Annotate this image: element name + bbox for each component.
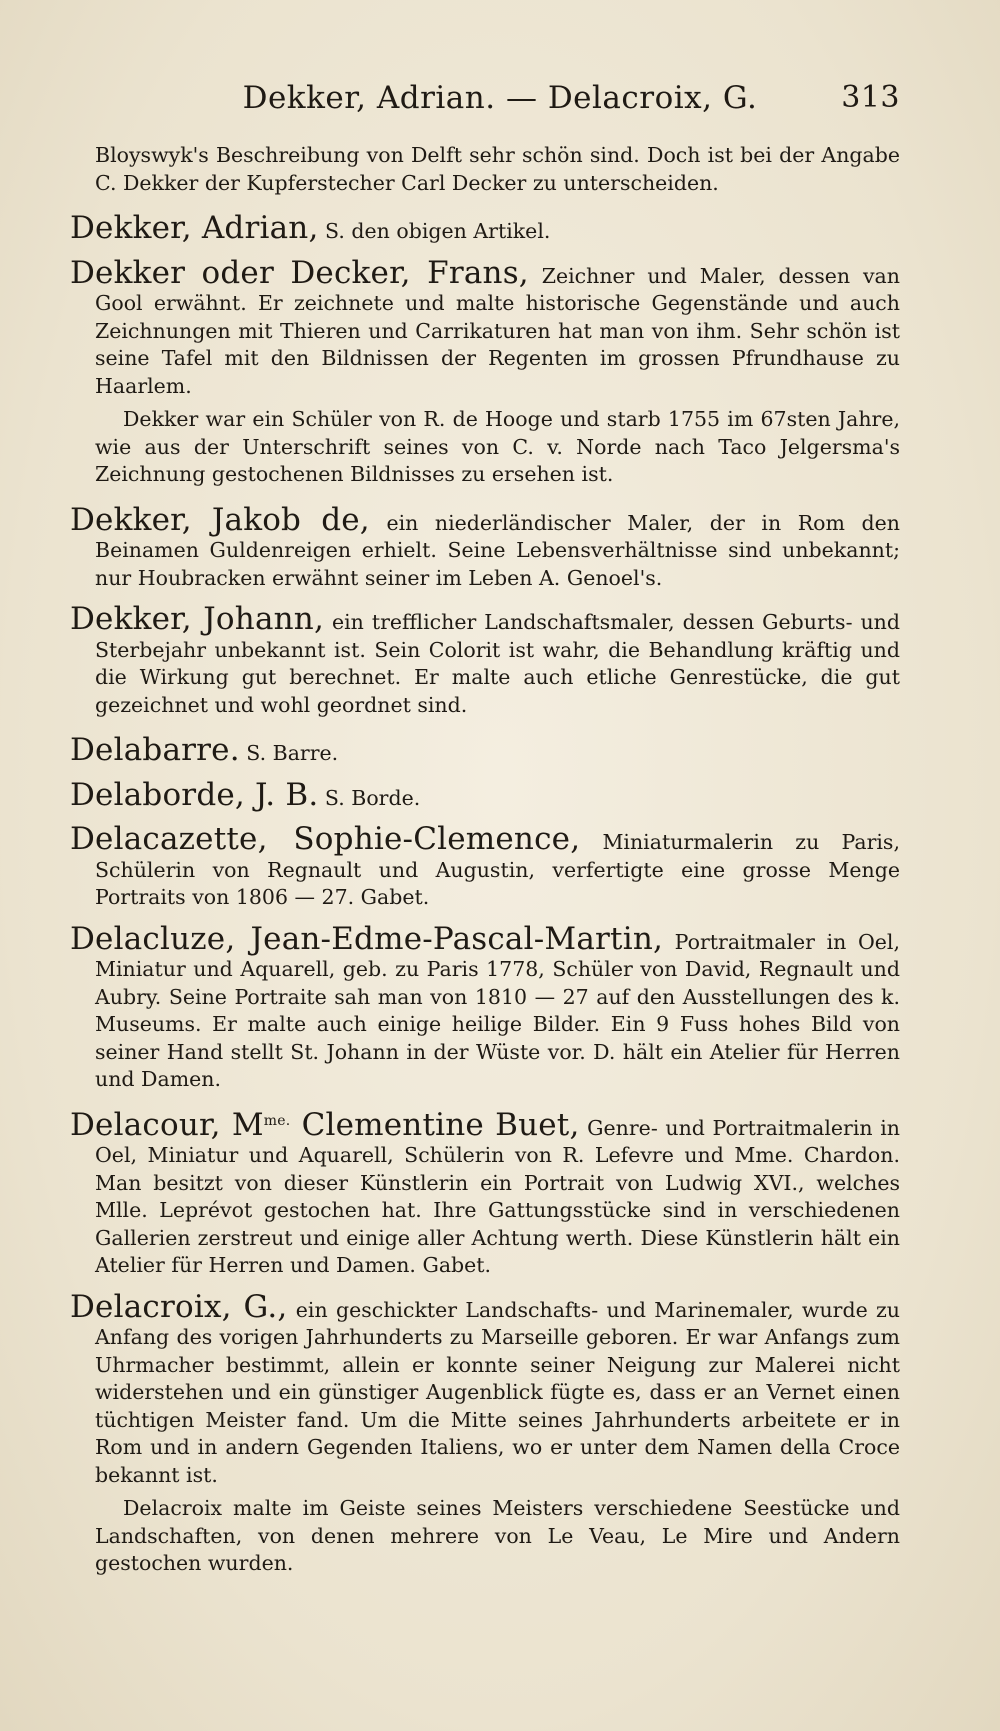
entry-text: Portraitmaler in Oel, Miniatur und Aquarell, geb. zu Paris 1778, Schüler von David, Regnault und Aubry. Seine Portraite sah man von 1810 — 27 auf den Ausstellungen des k. Museums. Er malte auch einige heilige Bilder. Ein 9 Fuss hohes Bild von seiner Hand stellt St. Johann in der Wüste vor. D. hält ein Atelier für Herren und Damen. (95, 929, 900, 1091)
entry-subparagraph: Delacroix malte im Geiste seines Meisters verschiedene Seestücke und Landschaften, von denen mehrere von Le Veau, Le Mire und Andern gestochen wurden. (95, 1496, 900, 1575)
entry-delacazette (70, 821, 900, 912)
entry-subparagraph: Dekker war ein Schüler von R. de Hooge und starb 1755 im 67sten Jahre, wie aus der Unterschrift seines von C. v. Norde nach Taco Jelgersma's Zeichnung gestochenen Bildnisses zu ersehen ist. (95, 407, 900, 486)
entry-text: Genre- und Portraitmalerin in Oel, Miniatur und Aquarell, Schülerin von R. Lefevre und Mme. Chardon. Man besitzt von dieser Künstlerin ein Portrait von Ludwig XVI., welches Mlle. Leprévot gestochen hat. Ihre Gattungsstücke sind in verschiedenen Gallerien zerstreut und einige aller Achtung werth. Diese Künstlerin hält ein Atelier für Herren und Damen. Gabet. (95, 1115, 900, 1277)
entry-name: Delacroix, G., (70, 1288, 288, 1325)
entry-dekker-adrian (70, 210, 900, 246)
entry-name-prefix: Delacour, M (70, 1106, 264, 1143)
entry-delaborde (70, 776, 900, 813)
entry-dekker-johann (70, 601, 900, 719)
entry-delacroix (70, 1288, 900, 1490)
entry-text: ein niederländischer Maler, der in Rom den Beinamen Guldenreigen erhielt. Seine Lebensverhältnisse sind unbekannt; nur Houbracken erwähnt seiner im Leben A. Genoel's. (95, 510, 900, 590)
entry-name: Delabarre. (70, 732, 240, 768)
entry-name: Dekker, Johann, (70, 601, 325, 637)
entry-name (70, 1107, 580, 1143)
entry-text: ein trefflicher Landschaftsmaler, dessen Geburts- und Sterbejahr unbekannt ist. Sein Colorit ist wahr, die Behandlung kräftig und die Wirkung gut berechnet. Er malte auch etliche Genrestücke, die gut gezeichnet und wohl geordnet sind. (95, 610, 900, 717)
entry-text: S. den obigen Artikel. (325, 219, 551, 243)
entry-text: Miniaturmalerin zu Paris, Schülerin von Regnault und Augustin, verfertigte eine grosse Menge Portraits von 1806 — 27. Gabet. (95, 830, 900, 909)
entry-name: Dekker, Adrian, (70, 210, 319, 246)
entry-name: Delacluze, Jean-Edme-Pascal-Martin, (70, 920, 664, 957)
page-header (70, 80, 900, 120)
running-head: Dekker, Adrian. — Delacroix, G. (242, 80, 758, 116)
entry-dekker-jakob (70, 501, 900, 593)
page-number: 313 (841, 80, 900, 115)
entry-text: ein geschickter Landschafts- und Marinemaler, wurde zu Anfang des vorigen Jahrhunderts zu Marseille geboren. Er war Anfangs zum Uhrmacher bestimmt, allein er konnte seiner Neigung zur Malerei nicht widerstehen und ein günstiger Augenblick fügte es, dass er an Vernet einen tüchtigen Meister fand. Um die Mitte seines Jahrhunderts arbeitete er in Rom und in andern Gegenden Italiens, wo er unter dem Namen della Croce bekannt ist. (95, 1297, 900, 1487)
entry-text: S. Barre. (246, 741, 339, 765)
entry-delabarre (70, 732, 900, 768)
page-content (70, 142, 900, 1578)
entry-name: Dekker, Jakob de, (70, 501, 370, 538)
entry-dekker-frans (70, 254, 900, 401)
entry-name-rest: Clementine Buet, (290, 1106, 580, 1143)
entry-delacluze (70, 920, 900, 1094)
entry-text: Zeichner und Maler, dessen van Gool erwähnt. Er zeichnete und malte historische Gegenstände und auch Zeichnungen mit Thieren und Carrikaturen hat man von ihm. Sehr schön ist seine Tafel mit den Bildnissen der Regenten im grossen Pfrundhause zu Haarlem. (95, 263, 900, 398)
entry-name-superscript: me. (263, 1112, 291, 1129)
entry-text: S. Borde. (324, 785, 421, 810)
entry-delacour (70, 1108, 900, 1280)
entry-name: Delaborde, J. B. (70, 776, 319, 813)
entry-name: Dekker oder Decker, Frans, (70, 254, 529, 291)
entry-name: Delacazette, Sophie-Clemence, (70, 821, 581, 857)
continued-paragraph: Bloyswyk's Beschreibung von Delft sehr schön sind. Doch ist bei der Angabe C. Dekker der Kupferstecher Carl Decker zu unterscheiden. (95, 143, 900, 195)
